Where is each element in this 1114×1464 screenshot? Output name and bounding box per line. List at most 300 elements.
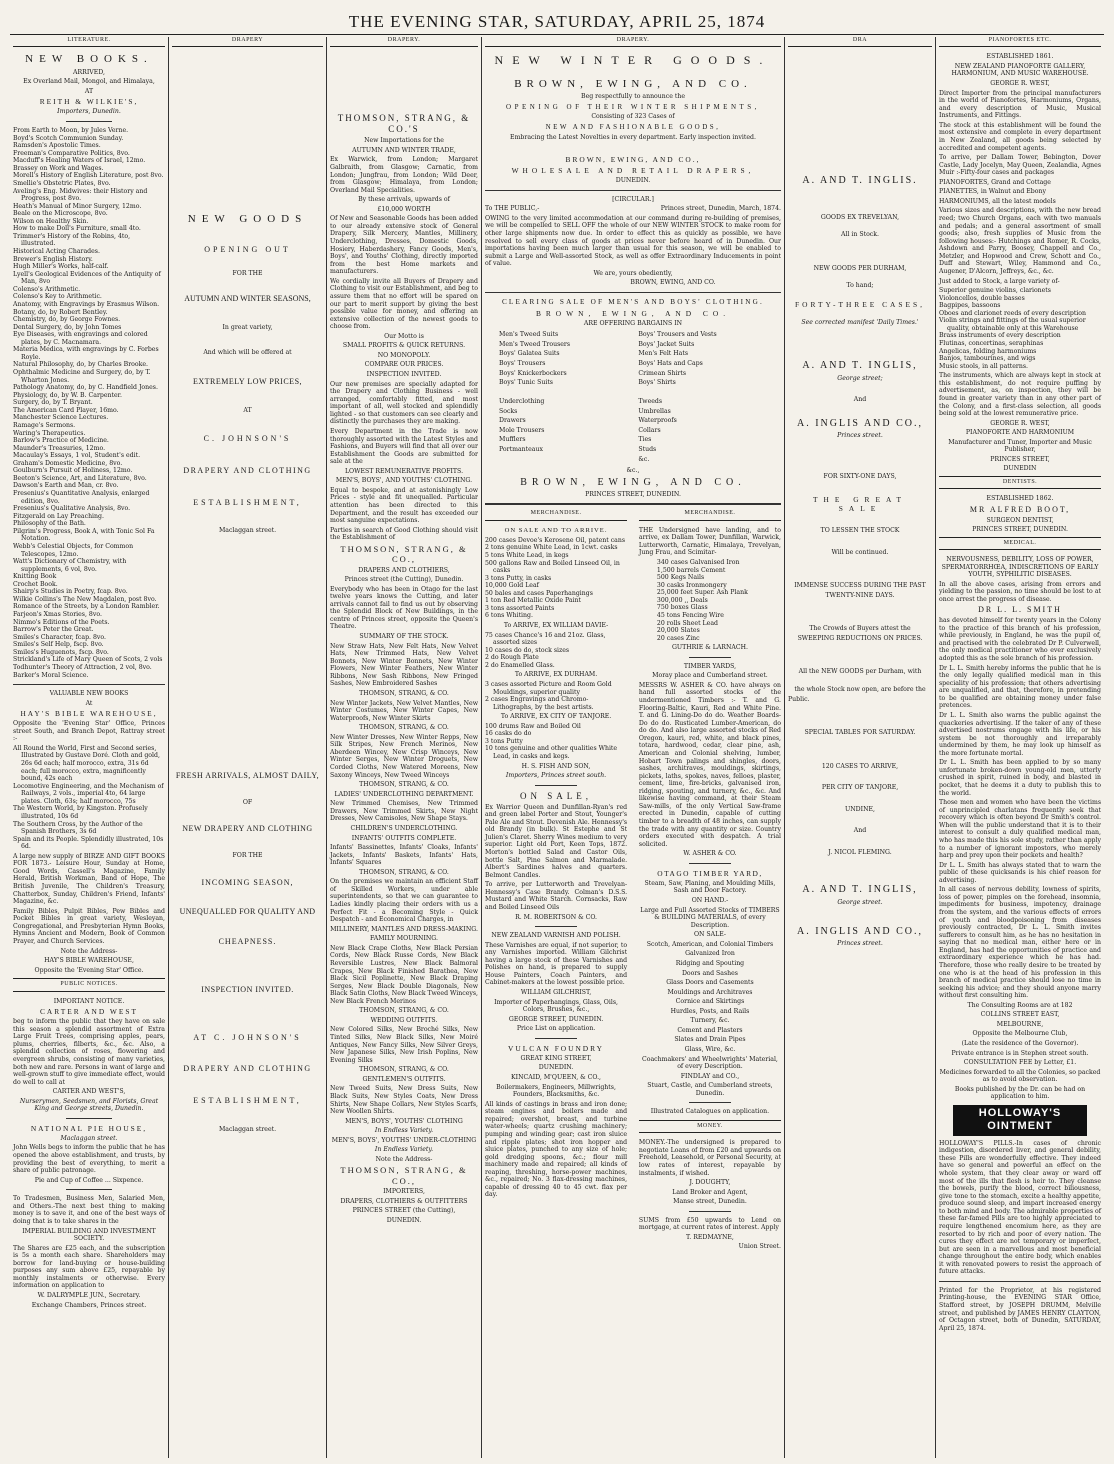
book-item: The American Card Player, 16mo. — [13, 406, 119, 414]
divider — [485, 292, 781, 293]
ad-line: FOR SIXTY-ONE DAYS, — [823, 473, 897, 481]
ad-text: Every Department in the Trade is now thoroughly assorted with the Latest Styles and Fashions, and Buyers will find that all over our Establishment the Goods are submitted for sale at the — [330, 427, 478, 466]
list-item: 10 cases do do, stock sizes — [485, 646, 570, 654]
ad-title: NEW ZEALAND PIANOFORTE GALLERY, HARMONIUM, AND MUSIC WAREHOUSE. — [951, 62, 1089, 78]
ad-line: New Importations for the — [364, 137, 444, 145]
ad-title: CARTER AND WEST — [40, 1007, 138, 1017]
book-item: Smiles's Character, fcap. 8vo. — [13, 633, 106, 641]
list-item: 5 tons White Lead, in kegs — [485, 551, 569, 559]
ad-text: MESSRS W. ASHER & CO. have always on hand full assorted stocks of the undermentioned Timbers :- T. and G. Flooring-Baltic, Kauri, Red and White Pine. T. and G. Lining-Do do do. Weather Boards-Do do do. Rusticated Lumber-American, do do do. And also large assorted stocks of Red Oregon, kauri, red, white, and black pines, totara, hardwood, cedar, clear pine, ash, American and Colonial shelving, lumber, Hobart Town palings and shingles, doors, sashes, architraves, mouldings, skirtings, pickets, laths, spokes, naves, felloes, plaster, cement, lime, fire-bricks, galvanised iron, ridging, spouting, and turnery, &c., &c. And likewise having command, at their Steam Saw-mills, of the only Vertical Saw-frame erected in Dunedin, capable of cutting timber to a breadth of 48 inches, can supply the trade with any quantity or size. Country orders executed with despatch. A trial solicited. — [638, 681, 781, 848]
bargain-item: Men's Tweed Trousers — [499, 340, 571, 348]
list-item: 340 cases Galvanised Iron — [656, 559, 740, 567]
book-item: Hugh Miller's Works, half-calf. — [13, 263, 109, 271]
ad-line: PRINCES STREET, DUNEDIN. — [972, 526, 1068, 534]
ad-line: TWENTY-NINE DAYS. — [825, 591, 895, 599]
list-item: Brass instruments of every description — [939, 332, 1061, 340]
ad-line: PRINCES STREET (the Cutting), — [352, 1207, 456, 1215]
divider — [689, 863, 732, 864]
ad-line: SUMMARY OF THE STOCK. — [359, 633, 449, 641]
ad-title: ON SALE, — [520, 790, 593, 801]
bargain-item: Waterproofs — [638, 417, 677, 425]
ad-line: IMPORTERS, — [383, 1188, 425, 1196]
divider — [689, 1211, 732, 1212]
firm-name: BROWN, EWING, AND CO. — [514, 77, 752, 90]
ad-line: AT — [84, 87, 94, 95]
ad-line: Price List on application. — [516, 1025, 596, 1033]
ad-line: Moray place and Cumberland street. — [652, 672, 768, 680]
book-item: Farjeon's Xmas Stories, 8vo. — [13, 611, 102, 618]
ad-title: NATIONAL PIE HOUSE, — [30, 1123, 148, 1133]
book-item: Crochet Book. — [13, 580, 58, 588]
ad-line: CHEAPNESS. — [218, 937, 277, 947]
book-item: Brassey on Work and Wages. — [13, 164, 104, 172]
firm-name: A. AND T. INGLIS, — [802, 360, 918, 372]
ad-line: MILLINERY, MANTLES AND DRESS-MAKING. — [330, 925, 478, 933]
ad-text: HOLLOWAY'S PILLS.-In cases of chronic indigestion, disordered liver, and general debility, these Pills are wonderfully effective. They indeed have so general and powerful an effect on the whole system, that they clear away or ward off most of the ills that flesh is heir to. They cleanse the bowels, purify the blood, correct biliousness, give tone to the stomach, excite a healthy appetite, produce sound sleep, and impart increased energy to both mind and body. The admirable properties of these far-famed Pills are too highly appreciated to require lengthened encomium here, as they are resorted to by rich and poor of every nation. The cures they effect are not temporary or imperfect, but are seen in a marvellous and most beneficial change throughout the entire body, which enables it with renovated powers to resist the approach of future attacks. — [939, 1139, 1101, 1276]
ad-text: To arrive, per Dallam Tower, Bebington, Dover Castle, Lady Jocelyn, May Queen, Zealandia, Agnes Muir :-Fifty-four cases and packages — [939, 154, 1101, 177]
ad-text: Parties in search of Good Clothing should visit the Establishment of — [330, 526, 478, 542]
ad-line: AUTUMN AND WINTER TRADE, — [352, 146, 456, 154]
ad-text: To Tradesmen, Business Men, Salaried Men, and Others.-The next best thing to making money is to save it, and one of the best ways of doing that is to take shares in the — [13, 1195, 165, 1225]
firm-name: THOMSON, STRANG, & CO., — [340, 543, 468, 565]
book-item: Trimmer's History of the Robins, 4to, illustrated. — [13, 232, 131, 248]
ad-line: INSPECTION INVITED. — [201, 984, 294, 994]
ad-line: CHILDREN'S UNDERCLOTHING. — [350, 824, 458, 832]
book-item: Goulburn's Pursuit of Holiness, 12mo. — [13, 467, 133, 475]
divider — [13, 684, 165, 685]
ad-line: Coachmakers' and Wheelwrights' Material, of every Description. — [642, 1055, 778, 1071]
ad-line: In great variety, — [222, 323, 273, 331]
book-item: Ophthalmic Medicine and Surgery, do, by T. Wharton Jones. — [13, 369, 151, 384]
ad-line: Medicines forwarded to all the Colonies, so packed as to avoid observation. — [939, 1068, 1101, 1084]
ad-line: R. M. ROBERTSON & CO. — [515, 913, 597, 921]
ad-line: DUNEDIN. — [538, 1064, 574, 1072]
book-item: Fresenius's Quantitative Analysis, enlarged edition, 8vo. — [13, 490, 150, 505]
list-item: 200 cases Devoe's Kerosene Oil, patent cans — [485, 536, 626, 544]
ad-text: has devoted himself for twenty years in the Colony to the practice of this branch of his profession, while previously, in England, he was the pupil of, and practised with the celebrated Dr P. Culverwell, the only medical practitioner who ever exclusively adopted this as the sole branch of his profession. — [939, 617, 1101, 662]
list-item: 3 tons assorted Paints — [485, 604, 555, 612]
bargain-item: Crimean Shirts — [638, 369, 687, 377]
bargain-item: Ties — [638, 436, 652, 444]
ad-line: FAMILY MOURNING. — [369, 935, 438, 943]
ad-line: Maclaggan street. — [218, 1125, 277, 1133]
ad-text: SUMS from £50 upwards to Lend on mortgage, at current rates of interest. Apply — [638, 1216, 781, 1232]
bargain-list — [638, 329, 767, 465]
ad-line: Note the Address- — [60, 947, 118, 955]
ad-line: W. ASHER & CO. — [683, 850, 737, 858]
book-item: Surgery, do, by T. Bryant. — [13, 399, 93, 407]
book-item: Spain and its People. Splendidly illustrated, 10s 6d. — [13, 835, 164, 851]
column-literature — [10, 37, 168, 1458]
ad-text: Those men and women who have been the victims of unprincipled charlatans frequently seek that recovery which is often beyond Dr Smith's control. When will the public understand that it is to their interest to consult a duly qualified medical man, who has made this his sole study, rather than apply to a number of ignorant impostors, who merely harp and prey upon their pockets and health? — [939, 799, 1101, 860]
bargain-item — [638, 389, 767, 397]
list-item: Hurdles, Posts, and Rails — [670, 1007, 750, 1015]
ad-text: New Colored Silks, New Broché Silks, New Tinted Silks, New Black Silks, New Moiré Antiques, New Fancy Silks, New Silver Greys, New Japanese Silks, New Irish Poplins, New Evening Silks — [330, 1026, 478, 1064]
ad-line: CARTER AND WEST'S, — [52, 1088, 126, 1096]
book-item: Maunder's Treasuries, 12mo. — [13, 444, 106, 452]
book-item: Freeman's Comparative Politics, 8vo. — [13, 149, 130, 157]
ad-line: FRESH ARRIVALS, ALMOST DAILY, — [175, 771, 320, 781]
list-item: Superior genuine violins, clarionets — [939, 287, 1051, 295]
item-list — [639, 559, 781, 642]
ad-title: VULCAN FOUNDRY — [508, 1043, 605, 1053]
book-item: Wilkie Collins's The New Magdalen, post 8vo. — [13, 595, 157, 603]
list-item: Galvanized Iron — [685, 950, 735, 958]
book-item: Macaulay's Essays, 1 vol, Student's edit. — [13, 452, 141, 460]
item-list — [485, 723, 627, 761]
list-item: Scotch, American, and Colonial Timbers — [646, 940, 774, 948]
firm-name: BROWN, EWING, AND CO. — [520, 476, 746, 488]
ad-line: DUNEDIN. — [386, 1216, 422, 1224]
list-item: 20,000 Slates — [656, 627, 700, 635]
ad-line: BROWN, EWING, AND CO. — [630, 279, 716, 287]
ad-title: CLEARING SALE OF MEN'S AND BOYS' CLOTHING. — [501, 297, 765, 306]
ad-title: NEW GOODS — [187, 213, 308, 226]
ad-text: Of New and Seasonable Goods has been added to our already extensive stock of General Drapery, Silk Mercery, Mantles, Millinery, Underclothing, Dresses, Domestic Goods, Hosiery, Haberdashery, Fancy Goods, Men's, Boys', and Youths' Clothing, directly imported from the best Home markets and manufacturers. — [330, 215, 478, 276]
ad-line: (Late the residence of the Governor). — [961, 1040, 1079, 1047]
ad-line: Consisting of 323 Cases of — [591, 113, 675, 121]
ad-line: LOWEST REMUNERATIVE PROFITS. — [344, 467, 464, 475]
list-item: Angelicas, folding harmoniums — [939, 347, 1037, 355]
ad-line: The Crowds of Buyers attest the — [809, 625, 911, 633]
bargain-item: Boys' Jacket Suits — [638, 340, 695, 348]
ad-line: MELBOURNE, — [996, 1020, 1044, 1028]
list-item: 45 tons Fencing Wire — [656, 611, 724, 619]
section-header: PUBLIC NOTICES. — [13, 978, 165, 991]
ad-text: Equal to bespoke, and at astonishingly Low Prices - style and fit unequalled. Particular attention has been directed to this Department, and the result has exceeded our most sanguine expectations. — [330, 486, 478, 525]
ad-line: Manse street, Dunedin. — [673, 1198, 747, 1206]
ad-text: OWING to the very limited accommodation at our command during re-building of premises, we will be compelled to SELL OFF the whole of our NEW WINTER STOCK to make room for other large shipments now due. In order to effect this as quickly as possible, we have resolved to sell every class of goods at prices never before heard of in Dunedin. Our importations having been much larger than usual for this season, we will be enabled to submit a Large and Well-assorted Stock, as well as offer Extraordinary Inducements in point of value. — [485, 214, 781, 268]
ad-line: SMALL PROFITS & QUICK RETURNS. — [342, 342, 466, 350]
ad-text: In all cases of nervous debility, lowness of spirits, loss of power, pimples on the forehead, insomnia, impediments for business, impotency, drainage from the system, and the various effects of errors of youth and bloodpoisoning from diseases previously contracted, Dr L. L. Smith invites sufferers to consult him, as he has no hesitation in saying that no medical man, either here or in England, has had the opportunities of practice and extraordinary experience which he has had. Therefore, those who really desire to be treated by one who is at the head of his profession in this branch of medical practice should lose no time in seeking his advice; and they should anyone marry without first consulting him. — [939, 886, 1101, 1000]
list-item: Ridging and Spouting — [675, 959, 745, 967]
ad-line: Boilermakers, Engineers, Millwrights, Founders, Blacksmiths, &c. — [496, 1083, 616, 1099]
book-item: Fitzgerald on Lay Preaching. — [13, 512, 104, 520]
ad-line: Princes street, Dunedin, March, 1874. — [660, 205, 781, 213]
list-item: 1 ton Red Metallic Oxide Paint — [485, 597, 582, 605]
ad-line: In Endless Variety. — [374, 1146, 434, 1154]
ad-line: Nurserymen, Seedsmen, and Florists, Great King and George streets, Dunedin. — [19, 1097, 159, 1113]
ad-line: THOMSON, STRANG, & CO. — [359, 781, 449, 789]
section-header: MERCHANDISE. — [639, 510, 781, 520]
masthead-rule — [10, 34, 1104, 35]
book-item: Botany, do, by Robert Bentley. — [13, 308, 108, 316]
ad-line: ESTABLISHED 1861. — [986, 53, 1054, 61]
item-list — [485, 632, 627, 670]
column-drapery-inglis — [785, 37, 935, 1458]
book-item: From Earth to Moon, by Jules Verne. — [13, 127, 129, 134]
book-item: Graham's Domestic Medicine, 8vo. — [13, 459, 123, 467]
ad-text: Infants' Bassinettes, Infants' Cloaks, Infants' Jackets, Infants' Baskets, Infants' Hats, Infants' Squares — [330, 844, 478, 867]
ad-line: Opposite the 'Evening Star' Office. — [34, 966, 144, 974]
list-item: 50 bales and cases Paperhangings — [485, 589, 593, 597]
ad-text: To arrive, per Lutterworth and Trevelyan-Hennessy's Case Brandy. Colman's D.S.S. Mustard and White Starch. Cornsacks, Raw and Boiled Linseed Oils — [485, 881, 628, 911]
column-drapery-thomson — [327, 37, 481, 1458]
ad-line: Private entrance is in Stephen street south. — [951, 1049, 1089, 1057]
ad-text: THE Undersigned have landing, and to arrive, ex Dallam Tower, Dunfillan, Warwick, Lutterworth, Carnatic, Himalaya, Trevelyan, Jung Frau, and Scimitar- — [638, 526, 781, 557]
book-item: Barlow's Practice of Medicine. — [13, 437, 109, 445]
list-item: Flutinas, concertinas, seraphinas — [939, 340, 1044, 347]
ad-line: PIANOFORTE AND HARMONIUM — [965, 429, 1075, 437]
divider — [66, 1118, 112, 1119]
ad-line: AT C. JOHNSON'S — [193, 1032, 302, 1042]
ad-line: MEN'S, BOYS', YOUTHS' CLOTHING — [345, 1117, 463, 1125]
ad-text: In all the above cases, arising from errors and yielding to the passion, no time should be lost to at once arrest the progress of disease. — [939, 580, 1101, 603]
ad-line: PRINCES STREET, DUNEDIN. — [585, 490, 681, 498]
list-item: 100 drums Raw and Boiled Oil — [485, 722, 581, 730]
book-item: Barrow's Peter the Great. — [13, 626, 94, 634]
book-item: Dawson's Earth and Man, cr. 8vo. — [13, 482, 119, 490]
ad-line: T. REDMAYNE, — [686, 1233, 734, 1241]
list-item: 20 rolls Sheet Lead — [656, 619, 718, 627]
book-item: Macduff's Healing Waters of Israel, 12mo. — [13, 157, 146, 165]
ad-line: All the NEW GOODS per Durham, with — [798, 668, 922, 676]
book-item: Heath's Manual of Minor Surgery, 12mo. — [13, 202, 142, 210]
masthead — [0, 4, 1114, 36]
firm-name: BROWN, EWING, AND CO., — [565, 155, 701, 165]
ad-line: WEDDING OUTFITS. — [370, 1016, 438, 1024]
ad-line: And which will be offered at — [203, 349, 292, 357]
list-item: 25,000 feet Super. Ash Plank — [656, 589, 748, 597]
ad-text: Ex Warwick, from London; Margaret Galbraith, from Glasgow; Carnatic, from London; Jungfrau, from London; Wild Deer, from Glasgow; Himalaya, from London; Overland Mail Specialities. — [330, 156, 478, 194]
bargain-item: Studs — [638, 446, 657, 454]
book-item: Strickland's Life of Mary Queen of Scots, 2 vols — [13, 656, 163, 664]
list-item: Mouldings and Architraves — [667, 988, 753, 996]
list-item: Music stools, in all patterns. — [939, 362, 1029, 370]
ad-line: SWEEPING REDUCTIONS ON PRICES. — [797, 634, 923, 642]
bargain-item: Boys' Shirts — [638, 379, 676, 387]
ad-text: New Straw Hats, New Felt Hats, New Velvet Hats, New Trimmed Hats, New Velvet Bonnets, New Winter Bonnets, New Winter Flowers, New Winter Feathers, New Winter Ribbons, New Sash Ribbons, New Fringed Sashes, New Embroidered Sashes — [330, 642, 478, 688]
ad-line: PIANETTES, in Walnut and Ebony — [939, 188, 1046, 196]
firm-name: REITH & WILKIE'S, — [39, 97, 139, 107]
bargain-item: Boys' Hats and Caps — [638, 359, 703, 367]
ad-line: GREAT KING STREET, — [520, 1054, 592, 1062]
list-item: 500 Kegs Nails — [656, 574, 705, 582]
book-item: Wilson on Healthy Skin. — [13, 217, 89, 225]
book-item: All Round the World, First and Second series, Illustrated by Gustave Doré. Cloth and gold, 26s 6d each; half morocco, extra, 31s 6d each; full morocco, extra, magnificently bound, 42s each — [13, 744, 160, 783]
ad-line: FOR THE — [232, 270, 263, 278]
section-header: PIANOFORTES ETC. — [939, 37, 1101, 47]
ad-line: To hand; — [846, 282, 874, 290]
ad-line: DUNEDIN — [1003, 465, 1037, 473]
section-header: DENTISTS. — [939, 476, 1101, 489]
ad-text: On the premises we maintain an efficient Staff of Skilled Workers, under able superintendents, so that we can guarantee to Ladies kindly placing their orders with us a Perfect Fit - a Becoming Style - Quick Despatch - and Economical Charges, in — [330, 878, 478, 924]
ad-line: WILLIAM GILCHRIST, — [520, 989, 592, 997]
divider — [939, 1281, 1101, 1282]
ad-text: John Wells begs to inform the public that he has opened the above establishment, and trusts, by providing the best of everything, to merit a share of public patronage. — [13, 1144, 165, 1175]
book-item: Manchester Science Lectures. — [13, 414, 109, 422]
section-header: LITERATURE. — [13, 37, 165, 47]
ad-text: Everybody who has been in Otago for the last twelve years knows the Cutting, and later arrivals cannot fail to find us out by observing the Splendid Block of New Buildings, in the centre of Princes street, opposite the Queen's Theatre. — [330, 585, 478, 631]
list-item: 2 cases Engravings and Chromo-Lithographs, by the best artists. — [485, 696, 594, 711]
ad-line: ESTABLISHMENT, — [193, 497, 302, 507]
ad-line: DRAPERS AND CLOTHIERS, — [358, 566, 450, 574]
holloways-ointment-banner: HOLLOWAY'S OINTMENT — [953, 1105, 1087, 1136]
bargain-item: Collars — [638, 426, 661, 434]
ad-text: All kinds of castings in brass and iron done; steam engines and boilers made and repaired; overshot, breast, and turbine water-wheels; quartz crushing machinery; pumping and winding gear; cast iron sluice and ripple plates; shot iron hopper and sluice plates, punched to any size of hole; gold dredging spoons, &c.; flour mill machinery made and repaired; all kinds of reaping, threshing, horse-power machines, &c., repaired; No. 3 flax-dressing machines, capable of dressing 40 to 45 cwt. flax per day. — [485, 1100, 628, 1199]
ad-line: GUTHRIE & LARNACH. — [671, 644, 748, 652]
ad-line: Will be continued. — [831, 548, 889, 556]
ad-line: ARE OFFERING BARGAINS IN — [583, 319, 683, 327]
ad-line: ARRIVED, — [73, 68, 105, 76]
ad-line: IMPERIAL BUILDING AND INVESTMENT SOCIETY. — [22, 1227, 156, 1243]
ad-line: To THE PUBLIC,- — [485, 205, 540, 213]
bargain-item: Drawers — [499, 417, 526, 425]
divider — [689, 657, 732, 658]
ad-line: To ARRIVE, EX CITY OF TANJORE. — [500, 713, 612, 721]
bargain-item: Mole Trousers — [499, 426, 545, 434]
list-item: 20 cases Zinc — [656, 634, 700, 642]
bargain-item: Mufflers — [499, 436, 526, 444]
ad-line: GEORGE R. WEST, — [990, 80, 1050, 87]
book-item: Colenso's Key to Arithmetic. — [13, 293, 102, 301]
firm-name: A. INGLIS AND CO., — [797, 926, 923, 938]
book-item: Ramsden's Apostolic Times. — [13, 142, 101, 150]
ad-line: Maclaggan street. — [60, 1134, 118, 1142]
ad-text: MONEY.-The undersigned is prepared to negotiate Loans of from £20 and upwards on Freehold, Leasehold, or Personal Security, at low rates of interest, repayable by instalments, if wished. — [638, 1139, 781, 1177]
ad-line: THE GREAT SALE — [812, 494, 908, 513]
bargain-item: &c. — [638, 455, 650, 463]
ad-line: MEN'S, BOYS', YOUTHS' UNDER-CLOTHING — [331, 1136, 477, 1144]
book-item: Colenso's Arithmetic. — [13, 285, 81, 293]
ad-line: Opposite the Melbourne Club, — [972, 1030, 1068, 1038]
ad-line: THOMSON, STRANG, & CO. — [359, 724, 449, 732]
ad-line: GENTLEMEN'S OUTFITS. — [362, 1075, 446, 1083]
section-header: MERCHANDISE. — [485, 510, 627, 520]
ad-title: TIMBER YARDS, — [683, 662, 737, 670]
ad-line: OF — [242, 798, 253, 806]
ad-text: New Winter Jackets, New Velvet Mantles, New Winter Costumes, New Winter Capes, New Waterproofs, New Winter Skirts — [330, 699, 478, 722]
ad-line: FORTY-THREE CASES, — [795, 299, 925, 309]
ad-line: FOR THE — [232, 852, 263, 860]
list-item: 3 tons Putty, in casks — [485, 574, 552, 582]
ad-line: &c., — [626, 467, 640, 475]
ad-line: And — [853, 827, 867, 835]
list-item: Oboes and clarionet reeds of every description — [939, 309, 1087, 317]
ad-line: Manufacturer and Tuner, Importer and Music Publisher, — [948, 438, 1092, 454]
merchandise-left — [485, 510, 627, 1253]
list-item: Doors and Sashes — [681, 969, 738, 977]
ad-line: Ex Overland Mail, Mongol, and Himalaya, — [23, 78, 155, 86]
list-item: 6 tons Whiting. — [485, 612, 533, 620]
ad-text: Family Bibles, Pulpit Bibles, Pew Bibles and Pocket Bibles in great variety, Wesleyan, Congregational, and Presbyterian Hymn Books, Hymns Ancient and Modern, Book of Common Prayer, and Church Services. — [13, 907, 165, 945]
ad-line: ON SALE- — [693, 931, 726, 939]
bargain-item: Men's Felt Hats — [638, 350, 688, 358]
ad-line: £10,000 WORTH — [377, 205, 431, 213]
ad-text: Dr L. L. Smith hereby informs the public that he is the only legally qualified medical man in this speciality of his profession; that others advertising are unqualified, and that, therefore, in pretending to be qualified are obtaining money under false pretences. — [939, 664, 1101, 710]
list-item: Turnery, &c. — [690, 1017, 730, 1025]
book-item: Smiles's Self Help, fscp. 8vo. — [13, 641, 104, 649]
section-header: MEDICAL. — [939, 537, 1101, 550]
ad-line: [CIRCULAR.] — [612, 195, 654, 203]
list-item: Cornice and Skirtings — [675, 998, 745, 1006]
firm-name: HAY'S BIBLE WAREHOUSE, — [20, 709, 158, 719]
item-list — [639, 941, 781, 1054]
ad-line: AUTUMN AND WINTER SEASONS, — [184, 294, 311, 304]
book-item: Locomotive Engineering, and the Mechanism of Railways, 2 vols., imperial 4to, 64 large plates. Cloth, 63s; half morocco, 75s — [13, 782, 164, 805]
ad-line: Pie and Cup of Coffee ... Sixpence. — [34, 1176, 144, 1184]
list-item: 3 cases assorted Picture and Room Gold Mouldings, superior quality — [485, 680, 612, 696]
ad-line: THOMSON, STRANG, & CO. — [359, 1066, 449, 1074]
ad-line: WHOLESALE AND RETAIL DRAPERS, — [511, 166, 755, 176]
book-item: Pathology Anatomy, do, by C. Handfield Jones. — [13, 384, 158, 392]
ad-line: EXTREMELY LOW PRICES, — [192, 376, 303, 386]
ad-line: Public. — [788, 695, 810, 703]
ad-line: THOMSON, STRANG, & CO. — [359, 689, 449, 697]
ad-line: SURGEON DENTIST, — [986, 516, 1054, 524]
book-list — [13, 127, 165, 679]
ad-line: COMPARE OUR PRICES. — [364, 361, 444, 369]
ad-line: Princes street. — [837, 940, 883, 948]
ad-line: To ARRIVE, EX DURHAM. — [514, 671, 598, 679]
book-item: Romance of the Streets, by a London Rambler. — [13, 603, 160, 611]
ad-text: Direct Importer from the principal manufacturers in the world of Pianofortes, Harmoniums, Organs, and every description of Music, Musical Instruments, and Fittings. — [939, 89, 1101, 120]
book-item: Barker's Moral Science. — [13, 671, 89, 679]
imprint: Printed for the Proprietor, at his registered Printing-house, the EVENING STAR Office, Stafford street, by JOSEPH DRUMM, Melville street, and published by JAMES HENRY CLAYTON, of Octagon street, both of Dunedin, SATURDAY, April 25, 1874. — [939, 1286, 1101, 1332]
book-item: Anatomy, with Engravings by Erasmus Wilson. — [13, 300, 160, 308]
list-item: 2 tons genuine White Lead, in 1cwt. casks — [485, 544, 618, 552]
bargain-item: Men's Tweed Suits — [499, 331, 559, 339]
ad-text: New Tweed Suits, New Dress Suits, New Black Suits, New Styles Coats, New Dress Shirts, New Shape Collars, New Styles Scarfs, New Woollen Shirts. — [330, 1085, 478, 1116]
list-item: Violin strings and fittings of the usual superior quality, obtainable only at this Warehouse — [939, 317, 1086, 332]
ad-title: OTAGO TIMBER YARD, — [657, 868, 763, 878]
book-item: Webb's Celestial Objects, for Common Telescopes, 12mo. — [13, 542, 134, 558]
firm-name: DR L. L. SMITH — [978, 605, 1062, 615]
ad-text: New Trimmed Chemises, New Trimmed Drawers, New Trimmed Skirts, New Night Dresses, New Camisoles, New Shape Stays. — [330, 800, 478, 823]
ad-line: Exchange Chambers, Princes street. — [31, 1301, 147, 1309]
bargain-item: Boys' Knickerbockers — [499, 369, 567, 377]
ad-line: NEW GOODS PER DURHAM, — [813, 264, 907, 272]
ad-line: FINDLAY and CO., — [680, 1072, 740, 1080]
list-item: 10 tons genuine and other qualities White Lead, in casks and kegs. — [485, 745, 618, 760]
ad-text: The instruments, which are always kept in stock at this establishment, do not require puffing by advertisement, as, on inspection, they will be found in greater variety than in any other part of the Colony, and a first-class selection, all goods being sold at the lowest remunerative price. — [939, 372, 1101, 418]
ad-line: DRAPERS, CLOTHIERS & OUTFITTERS — [340, 1197, 468, 1205]
item-list — [485, 537, 627, 620]
masthead-title: THE EVENING STAR, SATURDAY, APRIL 25, 1874 — [348, 12, 766, 31]
book-item: Eye Diseases, with engravings and colored plates, by C. Macnamara. — [13, 331, 148, 346]
section-header: MONEY. — [639, 1120, 781, 1133]
ad-line: INFANTS' OUTFITS COMPLETE. — [351, 834, 457, 842]
list-item: Slates and Drain Pipes — [674, 1036, 746, 1044]
firm-name: THOMSON, STRANG, & CO., — [340, 1165, 468, 1186]
list-item: 300,000 ,, Deals — [656, 596, 708, 604]
ad-line: DRAPERY AND CLOTHING — [183, 1064, 312, 1074]
book-item: Pilgrim's Progress, Book A, with Tonic Sol Fa Notation. — [13, 527, 155, 543]
bargain-item: Socks — [499, 407, 518, 415]
ad-line: Beg respectfully to announce the — [581, 93, 685, 101]
ad-line: Note the Address- — [375, 1155, 433, 1163]
merchandise-right — [639, 510, 781, 1253]
ad-line: UNDINE, — [845, 805, 875, 813]
ad-text: Various sizes and descriptions, with the new bread reed; two Church Organs, each with two manuals and pedals; and a general assortment of small goods; also, fresh supplies of Music from the following houses:- Hutchings and Romer, R. Cocks, Ashdown and Parry, Boosey, Chappell and Co., Metzler, and Hopwood and Crew, Schott and Co., Duff and Stewart, Wiley, Hammond and Co., Augener, D'Alcorn, Jeffreys, &c., &c. — [939, 207, 1101, 275]
ad-text: These Varnishes are equal, if not superior, to any Varnishes imported. William Gilchrist having a large stock of these Varnishes and Polishes on hand, is prepared to supply House Painters, Coach Painters, and Cabinet-makers at the lowest possible price. — [485, 941, 628, 987]
ad-line: H. S. FISH AND SON, — [521, 762, 591, 770]
ad-line: ESTABLISHED 1862. — [986, 495, 1054, 503]
firm-name: A. AND T. INGLIS, — [802, 884, 918, 896]
list-item: Glass Doors and Casements — [666, 979, 754, 987]
ad-line: To ARRIVE, EX WILLIAM DAVIE- — [503, 622, 609, 629]
book-item: Brewer's English History. — [13, 255, 93, 263]
divider — [485, 190, 781, 191]
ad-line: Steam, Saw, Planing, and Moulding Mills, Sash and Door Factory. — [644, 879, 776, 895]
divider — [535, 1038, 578, 1039]
ad-line: ESTABLISHMENT, — [193, 1096, 302, 1106]
list-item: Cement and Plasters — [677, 1026, 743, 1034]
list-item: 75 cases Chance's 16 and 21oz. Glass, assorted sizes — [485, 631, 606, 647]
ad-line: George street; — [837, 374, 883, 382]
bargain-item: Boys' Trousers — [499, 359, 546, 367]
bargain-list — [499, 329, 628, 465]
